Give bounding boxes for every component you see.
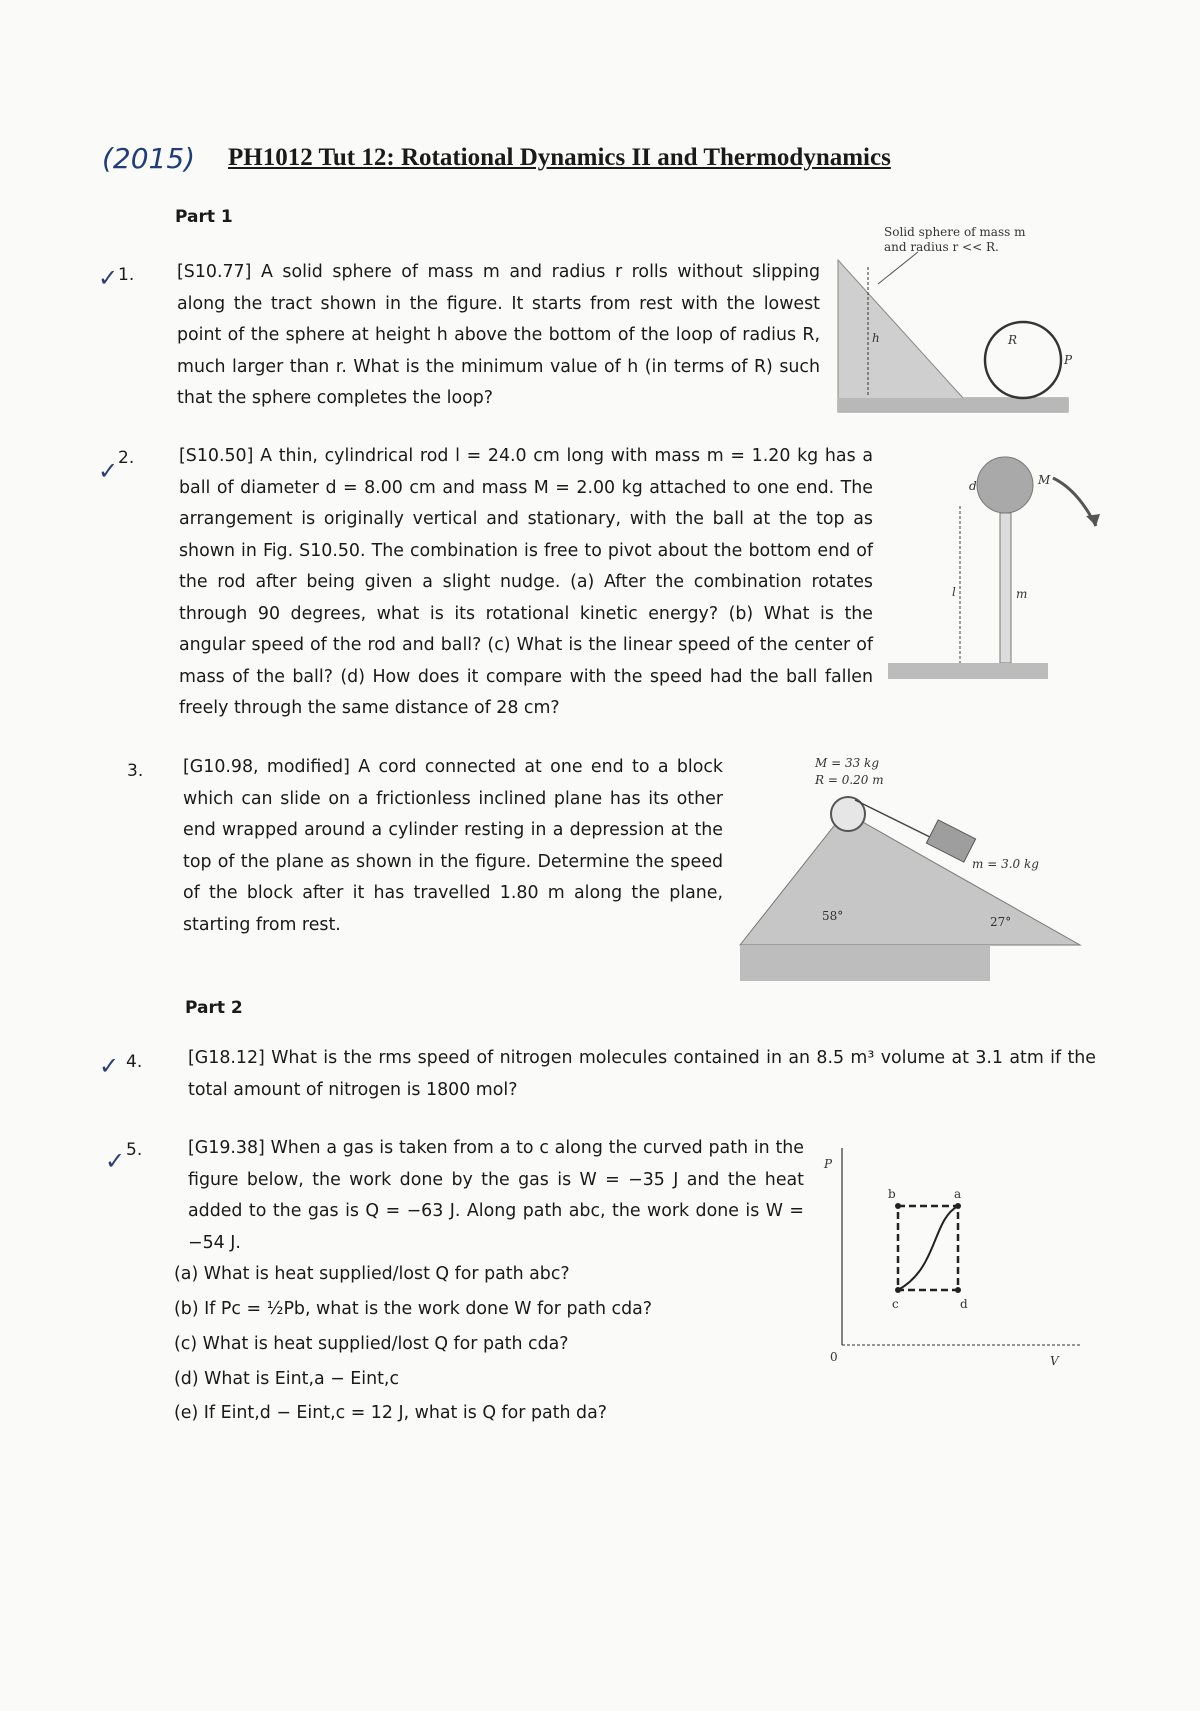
fig3-label-M: M = 33 kg (815, 756, 880, 770)
q3-number: 3. (127, 761, 144, 781)
q1-number: 1. (118, 265, 135, 285)
fig3-ground (740, 945, 990, 981)
q5-part-e: (e) If Eint,d − Eint,c = 12 J, what is Q for path da? (174, 1403, 607, 1423)
fig5-label-b: b (888, 1187, 896, 1201)
q5-part-a: (a) What is heat supplied/lost Q for path abc? (174, 1264, 570, 1284)
q5-number: 5. (126, 1140, 143, 1160)
q2-checkmark: ✓ (98, 457, 119, 485)
fig3-angle-right: 27° (990, 915, 1012, 929)
fig3-label-R: R = 0.20 m (815, 773, 884, 787)
figure-rod-ball (888, 448, 1108, 702)
fig2-ball (977, 457, 1033, 513)
fig3-label-m: m = 3.0 kg (972, 857, 1039, 871)
q2-text: [S10.50] A thin, cylindrical rod l = 24.0 cm long with mass m = 1.20 kg has a ball of diameter d = 8.00 cm and mass M = 2.00 kg attached to one end. The arrangement is originally vertical and stationary, with the ball at the top as shown in Fig. S10.50. The combination is free to pivot about the bottom end of the rod after being given a slight nudge. (a) After the combination rotates through 90 degrees, what is its rotational kinetic energy? (b) What is the angular speed of the rod and ball? (c) What is the linear speed of the center of mass of the ball? (d) How does it compare with the speed had the ball fallen freely through the same distance of 28 cm? (179, 446, 873, 718)
fig5-label-c: c (892, 1297, 899, 1311)
q1-text: [S10.77] A solid sphere of mass m and radius r rolls without slipping along the tract shown in the figure. It starts from rest with the lowest point of the sphere at height h above the bottom of the loop of radius R, much larger than r. What is the minimum value of h (in terms of R) such that the sphere completes the loop? (177, 262, 820, 408)
fig2-rod (1000, 513, 1011, 663)
fig1-caption-line2: and radius r << R. (884, 240, 999, 254)
fig2-label-m: m (1016, 587, 1028, 601)
part1-heading: Part 1 (175, 207, 233, 227)
fig1-caption-pointer (878, 252, 918, 284)
fig1-ground (838, 398, 1068, 412)
fig5-point-b (895, 1203, 901, 1209)
fig5-point-a (955, 1203, 961, 1209)
fig5-axis-p: P (824, 1157, 833, 1171)
q4-text: [G18.12] What is the rms speed of nitrogen molecules contained in an 8.5 m³ volume at 3.1 atm if the total amount of nitrogen is 1800 mol? (188, 1048, 1096, 1100)
q4-number: 4. (126, 1052, 143, 1072)
fig1-label-R: R (1008, 333, 1018, 347)
q5-part-c: (c) What is heat supplied/lost Q for path cda? (174, 1334, 569, 1354)
fig1-label-P: P (1064, 353, 1073, 367)
fig1-loop (985, 322, 1061, 398)
fig2-base (888, 663, 1048, 679)
figure-incline-cylinder (740, 750, 1080, 989)
fig3-block (926, 820, 975, 862)
fig5-axis-v: V (1050, 1354, 1059, 1368)
q4-checkmark: ✓ (99, 1052, 120, 1080)
fig2-label-M: M (1038, 473, 1051, 487)
part2-heading: Part 2 (185, 998, 243, 1018)
fig5-label-d: d (960, 1297, 968, 1311)
fig5-point-c (895, 1287, 901, 1293)
figure-pv-diagram (820, 1140, 1090, 1384)
q3-text: [G10.98, modified] A cord connected at one end to a block which can slide on a frictionless inclined plane has its other end wrapped around a cylinder resting in a depression at the top of the plane as shown in the figure. Determine the speed of the block after it has travelled 1.80 m along the plane, starting from rest. (183, 757, 723, 935)
q1-checkmark: ✓ (98, 264, 119, 292)
fig2-label-d: d (969, 479, 977, 493)
q5-part-b: (b) If Pc = ½Pb, what is the work done W for path cda? (174, 1299, 653, 1319)
q2-number: 2. (118, 448, 135, 468)
fig5-curved-path (898, 1206, 958, 1290)
fig1-label-h: h (872, 331, 880, 345)
page-title: PH1012 Tut 12: Rotational Dynamics II and Thermodynamics (228, 144, 891, 171)
fig2-arrow-head (1086, 514, 1100, 526)
fig1-caption-line1: Solid sphere of mass m (884, 225, 1026, 239)
q5-checkmark: ✓ (105, 1147, 126, 1175)
q5-part-d: (d) What is Eint,a − Eint,c (174, 1369, 399, 1389)
fig2-label-l: l (952, 585, 956, 599)
handwritten-year-tag: (2015) (102, 142, 196, 175)
figure-sphere-loop (838, 222, 1073, 426)
fig5-origin: 0 (830, 1350, 838, 1364)
fig5-point-d (955, 1287, 961, 1293)
fig3-angle-left: 58° (822, 909, 844, 923)
fig5-rectangle-path (898, 1206, 958, 1290)
fig3-incline (740, 812, 1080, 945)
fig5-label-a: a (954, 1187, 962, 1201)
q5-text: [G19.38] When a gas is taken from a to c along the curved path in the figure below, the work done by the gas is W = −35 J and the heat added to the gas is Q = −63 J. Along path abc, the work done is W = −54 J. (188, 1138, 804, 1253)
